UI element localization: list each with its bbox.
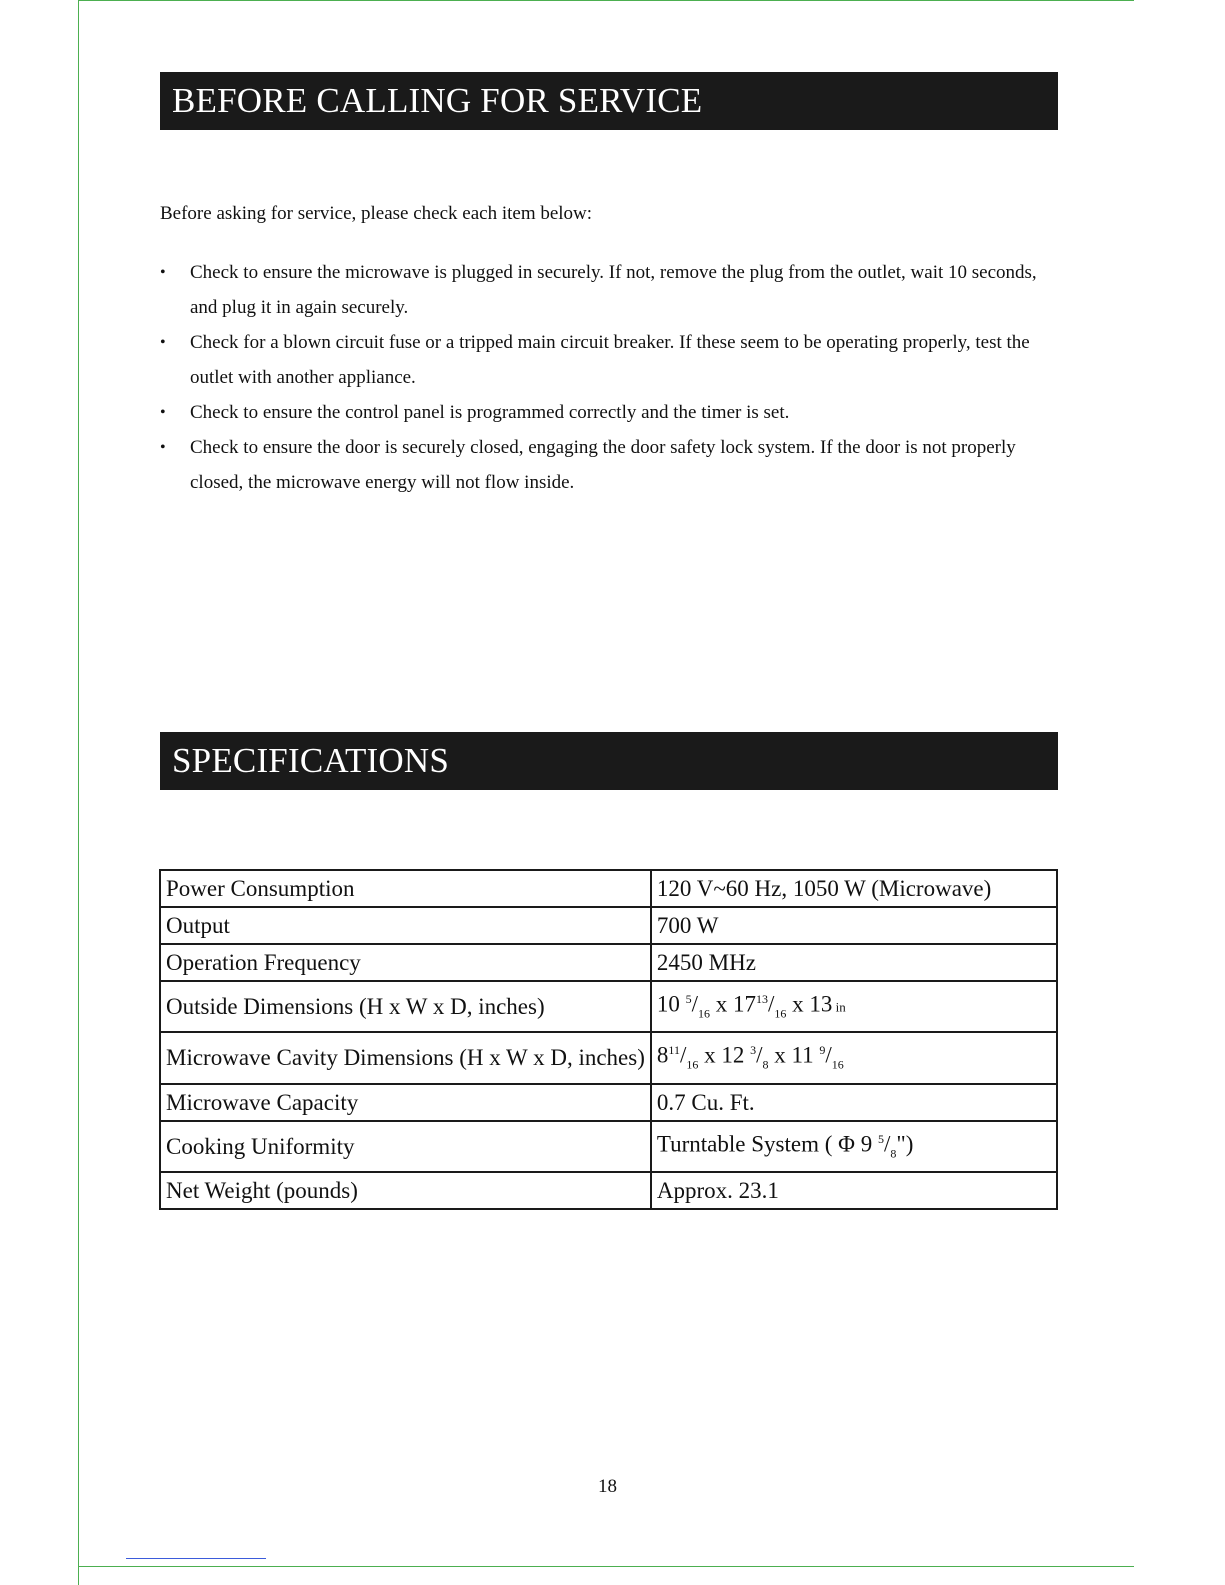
spec-value: 700 W	[651, 907, 1057, 944]
table-row	[160, 870, 1057, 907]
page-border-bottom	[78, 1566, 1134, 1567]
spec-value: 2450 MHz	[651, 944, 1057, 981]
checklist-item: • Check to ensure the door is securely closed, engaging the door safety lock system. If the door is not properly closed, the microwave energy will not flow inside.	[160, 430, 1060, 500]
spec-label: Microwave Cavity Dimensions (H x W x D, inches)	[160, 1032, 651, 1083]
spec-label: Net Weight (pounds)	[160, 1172, 651, 1209]
service-intro: Before asking for service, please check each item below:	[160, 203, 593, 224]
spec-value: 120 V~60 Hz, 1050 W (Microwave)	[651, 870, 1057, 907]
spec-label: Cooking Uniformity	[160, 1121, 651, 1172]
diameter-icon: Φ	[838, 1131, 855, 1157]
table-row	[160, 1084, 1057, 1121]
service-section-title: BEFORE CALLING FOR SERVICE	[160, 72, 1058, 130]
specifications-section-title: SPECIFICATIONS	[160, 732, 1058, 790]
bullet-icon: •	[160, 334, 166, 351]
page-border-left	[78, 0, 79, 1585]
spec-value: 10 $^5/_{16}$ x $17^{13}/_{16}$ x 13 in	[651, 981, 1057, 1032]
bullet-icon: •	[160, 439, 166, 456]
bullet-icon: •	[160, 404, 166, 421]
checklist-item: • Check to ensure the control panel is programmed correctly and the timer is set.	[160, 395, 1060, 430]
spec-label: Power Consumption	[160, 870, 651, 907]
checklist-item: • Check for a blown circuit fuse or a tripped main circuit breaker. If these seem to be operating properly, test the outlet with another appliance.	[160, 325, 1060, 395]
spec-value: $8^{11}/_{16}$ x 12 $^3/_8$ x 11 $^9/_{16}$	[651, 1032, 1057, 1083]
bullet-icon: •	[160, 264, 166, 281]
spec-value: Approx. 23.1	[651, 1172, 1057, 1209]
specifications-table	[159, 869, 1058, 1210]
table-row	[160, 1032, 1057, 1083]
table-row	[160, 944, 1057, 981]
spec-label: Output	[160, 907, 651, 944]
spec-value: 0.7 Cu. Ft.	[651, 1084, 1057, 1121]
service-checklist	[160, 255, 1060, 500]
table-row	[160, 981, 1057, 1032]
spec-label: Outside Dimensions (H x W x D, inches)	[160, 981, 651, 1032]
checklist-item: • Check to ensure the microwave is plugged in securely. If not, remove the plug from the outlet, wait 10 seconds, and plug it in again securely.	[160, 255, 1060, 325]
table-row	[160, 1121, 1057, 1172]
page-number: 18	[598, 1476, 617, 1497]
spec-value: Turntable System ( Φ 9 $^5/_8$")	[651, 1121, 1057, 1172]
spec-label: Microwave Capacity	[160, 1084, 651, 1121]
table-row	[160, 907, 1057, 944]
table-row	[160, 1172, 1057, 1209]
page-border-mark	[126, 1558, 266, 1559]
spec-label: Operation Frequency	[160, 944, 651, 981]
page-border-top	[78, 0, 1134, 1]
